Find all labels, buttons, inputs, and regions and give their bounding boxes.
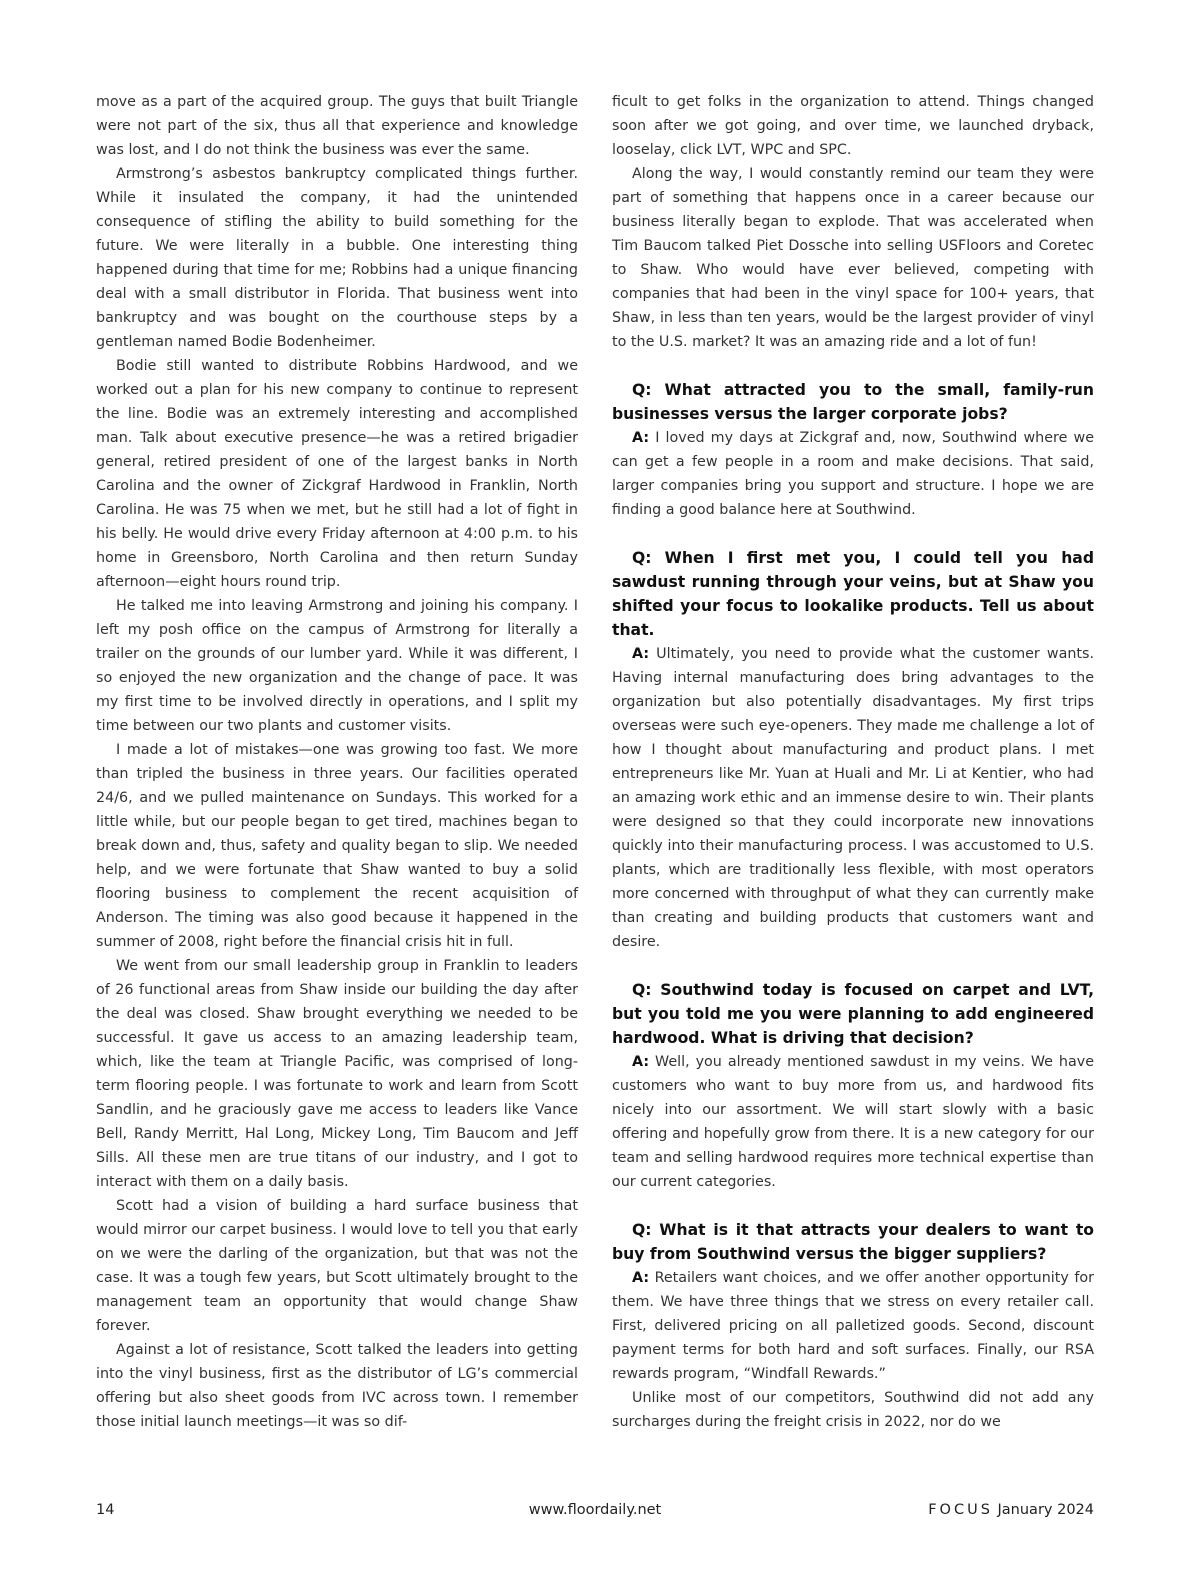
interview-question: Q: When I first met you, I could tell you had sawdust running through your veins, but at Shaw you shifted your focus to lookalike products. Tell us about that. (612, 549, 1094, 639)
interview-answer (612, 1050, 1094, 1194)
interview-answer (612, 642, 1094, 954)
body-paragraph: Scott had a vision of building a hard surface business that would mirror our carpet business. I would love to tell you that early on we were the darling of the organization, but that was not the case. It was a tough few years, but Scott ultimately brought to the management team an opportunity that would change Shaw forever. (96, 1198, 578, 1334)
body-paragraph: I made a lot of mistakes—one was growing too fast. We more than tripled the business in three years. Our facilities operated 24/6, and we pulled maintenance on Sundays. This worked for a little while, but our people began to get tired, machines began to break down and, thus, safety and quality began to slip. We needed help, and we were fortunate that Shaw wanted to buy a solid flooring business to complement the recent acquisition of Anderson. The timing was also good because it happened in the summer of 2008, right before the financial crisis hit in full. (96, 742, 578, 950)
qa-block (612, 978, 1094, 1194)
issue-label (928, 1502, 1094, 1518)
answer-lead: A: (632, 1054, 650, 1070)
interview-question: Q: What is it that attracts your dealers to want to buy from Southwind versus the bigger suppliers? (612, 1221, 1094, 1263)
qa-block (612, 378, 1094, 522)
answer-lead: A: (632, 1270, 650, 1286)
publication-name: FOCUS (928, 1502, 993, 1518)
issue-date: January 2024 (997, 1502, 1094, 1518)
body-paragraph: We went from our small leadership group in Franklin to leaders of 26 functional areas from Shaw inside our building the day after the deal was closed. Shaw brought everything we needed to be successful. It gave us access to an amazing leadership team, which, like the team at Triangle Pacific, was comprised of long-term flooring people. I was fortunate to work and learn from Scott Sandlin, and he graciously gave me access to leaders like Vance Bell, Randy Merritt, Hal Long, Mickey Long, Tim Baucom and Jeff Sills. All these men are true titans of our industry, and I got to interact with them on a daily basis. (96, 958, 578, 1190)
interview-answer (612, 426, 1094, 522)
site-url: www.floordaily.net (528, 1502, 662, 1518)
interview-question: Q: What attracted you to the small, family-run businesses versus the larger corporate jobs? (612, 381, 1094, 423)
answer-text: Ultimately, you need to provide what the customer wants. Having internal manufacturing does bring advantages to the organization but also potentially disadvantages. My first trips overseas were such eye-openers. They made me challenge a lot of how I thought about manufacturing and product plans. I met entrepreneurs like Mr. Yuan at Huali and Mr. Li at Kentier, who had an amazing work ethic and an immense desire to win. Their plants were designed so that they could incorporate new innovations quickly into their manufacturing process. I was accustomed to U.S. plants, which are traditionally less flexible, with most operators more concerned with throughput of what they can currently make than creating and building products that customers want and desire. (612, 646, 1095, 950)
body-paragraph: He talked me into leaving Armstrong and joining his company. I left my posh office on the campus of Armstrong for literally a trailer on the grounds of our lumber yard. While it was different, I so enjoyed the new organization and the change of pace. It was my first time to be involved directly in operations, and I split my time between our two plants and customer visits. (96, 598, 578, 734)
interview-question: Q: Southwind today is focused on carpet and LVT, but you told me you were planning to add engineered hardwood. What is driving that decision? (612, 981, 1094, 1047)
interview-answer (612, 1266, 1094, 1386)
body-paragraph: Bodie still wanted to distribute Robbins Hardwood, and we worked out a plan for his new company to continue to represent the line. Bodie was an extremely interesting and accomplished man. Talk about executive presence—he was a retired brigadier general, retired president of one of the largest banks in North Carolina and the owner of Zickgraf Hardwood in Franklin, North Carolina. He was 75 when we met, but he still had a lot of fight in his belly. He would drive every Friday afternoon at 4:00 p.m. to his home in Greensboro, North Carolina and then return Sunday afternoon—eight hours round trip. (96, 358, 578, 590)
left-column (96, 90, 578, 1434)
body-paragraph: move as a part of the acquired group. The guys that built Triangle were not part of the six, thus all that experience and knowledge was lost, and I do not think the business was ever the same. (96, 94, 578, 158)
page-number: 14 (96, 1502, 115, 1518)
body-paragraph: Against a lot of resistance, Scott talked the leaders into getting into the vinyl business, first as the distributor of LG’s commercial offering but also sheet goods from IVC across town. I remember those initial launch meetings—it was so dif- (96, 1342, 578, 1430)
qa-block (612, 546, 1094, 954)
right-column (612, 90, 1094, 1434)
body-paragraph: Unlike most of our competitors, Southwind did not add any surcharges during the freight crisis in 2022, nor do we (612, 1390, 1094, 1430)
answer-lead: A: (632, 430, 650, 446)
answer-text: Retailers want choices, and we offer another opportunity for them. We have three things that we stress on every retailer call. First, delivered pricing on all palletized goods. Second, discount payment terms for both hard and soft surfaces. Finally, our RSA rewards program, “Windfall Rewards.” (612, 1270, 1094, 1382)
answer-lead: A: (632, 646, 650, 662)
body-paragraph: Along the way, I would constantly remind our team they were part of something that happens once in a career because our business literally began to explode. That was accelerated when Tim Baucom talked Piet Dossche into selling USFloors and Coretec to Shaw. Who would have ever believed, competing with companies that had been in the vinyl space for 100+ years, that Shaw, in less than ten years, would be the largest provider of vinyl to the U.S. market? It was an amazing ride and a lot of fun! (612, 166, 1094, 350)
answer-text: Well, you already mentioned sawdust in my veins. We have customers who want to buy more from us, and hardwood fits nicely into our assortment. We will start slowly with a basic offering and hopefully grow from there. It is a new category for our team and selling hardwood requires more technical expertise than our current categories. (612, 1054, 1094, 1190)
qa-block (612, 1218, 1094, 1434)
answer-text: I loved my days at Zickgraf and, now, Southwind where we can get a few people in a room and make decisions. That said, larger companies bring you support and structure. I hope we are finding a good balance here at Southwind. (612, 430, 1095, 518)
body-paragraph: ficult to get folks in the organization to attend. Things changed soon after we got going, and over time, we launched dryback, looselay, click LVT, WPC and SPC. (612, 94, 1094, 158)
page-footer (96, 1502, 1094, 1526)
body-paragraph: Armstrong’s asbestos bankruptcy complicated things further. While it insulated the company, it had the unintended consequence of stifling the ability to build something for the future. We were literally in a bubble. One interesting thing happened during that time for me; Robbins had a unique financing deal with a small distributor in Florida. That business went into bankruptcy and was bought on the courthouse steps by a gentleman named Bodie Bodenheimer. (96, 166, 578, 350)
